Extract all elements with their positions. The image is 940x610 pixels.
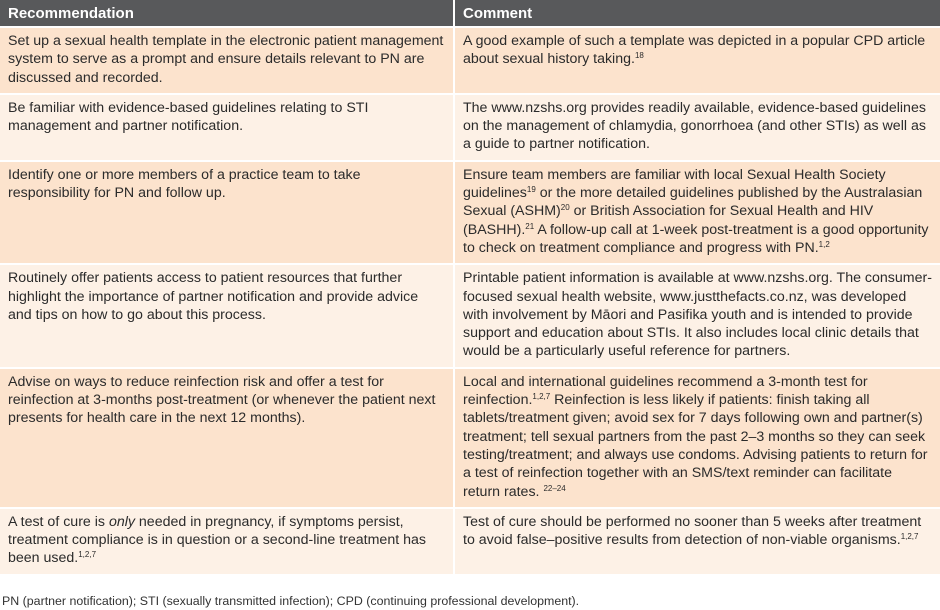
comment-cell: A good example of such a template was depicted in a popular CPD article about sexual history taking.$^{18}$ (454, 27, 940, 94)
citation-superscript: 1,2,7 (532, 392, 551, 402)
table-row (0, 161, 940, 264)
citation-superscript: 19 (526, 185, 536, 195)
comment-cell: Ensure team members are familiar with local Sexual Health Society guidelines$^{19}$ or the more detailed guidelines published by the Australasian Sexual (ASHM)$^{20}$ or British Association for Sexual Health and HIV (BASHH).$^{21}$ A follow-up call at 1-week post-treatment is a good opportunity to check on treatment compliance and progress with PN.$^{1,2}$ (454, 161, 940, 264)
recommendation-cell: Identify one or more members of a practice team to take responsibility for PN and follow up. (0, 161, 454, 264)
comment-cell: Printable patient information is available at www.nzshs.org. The consumer-focused sexual health website, www.justthefacts.co.nz, was developed with involvement by Māori and Pasifika youth and is intended to provide support and education about STIs. It also includes local clinic details that would be a particularly useful reference for partners. (454, 264, 940, 367)
table-footnote: PN (partner notification); STI (sexually transmitted infection); CPD (continuing professional development). (2, 594, 580, 608)
citation-superscript: 1,2,7 (78, 550, 97, 560)
table-row (0, 94, 940, 161)
header-comment: Comment (454, 0, 940, 27)
citation-superscript: 1,2 (818, 239, 830, 249)
table-row (0, 264, 940, 367)
table-row (0, 508, 940, 574)
comment-cell: The www.nzshs.org provides readily available, evidence-based guidelines on the management of chlamydia, gonorrhoea (and other STIs) as well as a guide to partner notification. (454, 94, 940, 161)
recommendation-cell: Be familiar with evidence-based guidelines relating to STI management and partner notification. (0, 94, 454, 161)
header-recommendation: Recommendation (0, 0, 454, 27)
citation-superscript: 21 (525, 221, 535, 231)
recommendation-cell: Advise on ways to reduce reinfection risk and offer a test for reinfection at 3-months post-treatment (or whenever the patient next presents for health care in the next 12 months). (0, 368, 454, 508)
citation-superscript: 18 (634, 51, 644, 61)
comment-cell: Test of cure should be performed no sooner than 5 weeks after treatment to avoid false–positive results from detection of non-viable organisms.$^{1,2,7}$ (454, 508, 940, 574)
citation-superscript: 1,2,7 (900, 532, 919, 542)
recommendation-cell: A test of cure is only needed in pregnancy, if symptoms persist, treatment compliance is in question or a second-line treatment has been used.$^{1,2,7}$ (0, 508, 454, 574)
citation-superscript: 20 (560, 203, 570, 213)
recommendation-cell: Set up a sexual health template in the electronic patient management system to serve as a prompt and ensure details relevant to PN are discussed and recorded. (0, 27, 454, 94)
table-header-row (0, 0, 940, 27)
citation-superscript: 22–24 (543, 483, 566, 493)
comment-cell: Local and international guidelines recommend a 3-month test for reinfection.$^{1,2,7}$ Reinfection is less likely if patients: finish taking all tablets/treatment given; avoid sex for 7 days following own and partner(s) treatment; tell sexual partners from the past 2–3 months so they can seek testing/treatment; and always use condoms. Advising patients to return for a test of reinfection together with an SMS/text reminder can facilitate return rates. $^{22-24}$ (454, 368, 940, 508)
table-row (0, 368, 940, 508)
table-row (0, 27, 940, 94)
emphasis-text: only (108, 513, 135, 530)
recommendation-cell: Routinely offer patients access to patient resources that further highlight the importance of partner notification and provide advice and tips on how to go about this process. (0, 264, 454, 367)
